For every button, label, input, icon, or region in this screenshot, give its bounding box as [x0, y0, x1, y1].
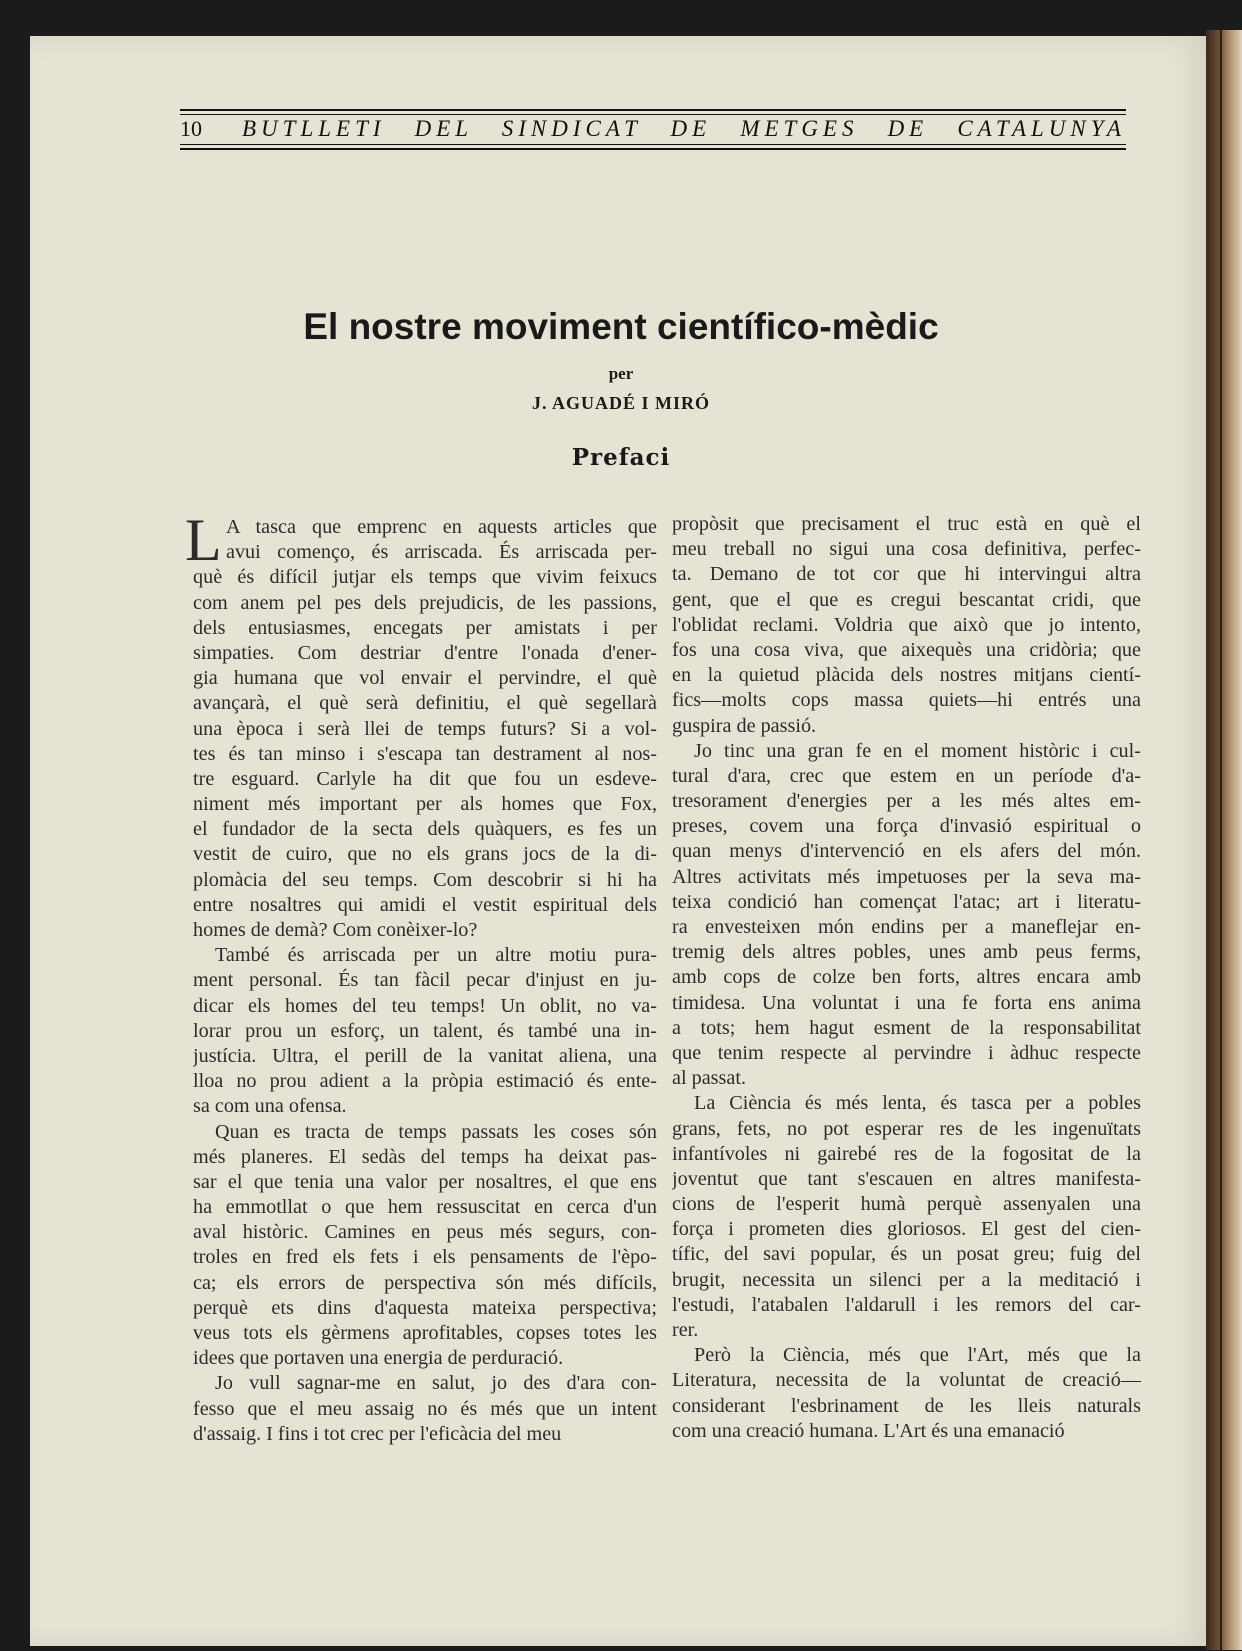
text-line: l'estudi, l'atabalen l'aldarull i les remors del car-: [672, 1293, 1141, 1316]
text-line: avui començo, és arriscada. És arriscada per-: [226, 541, 657, 564]
text-line: simpaties. Com destriar d'entre l'onada d'ener-: [193, 641, 657, 664]
text-line: ha emmotllat o que hem ressuscitat en cerca d'un: [193, 1196, 657, 1219]
header-text: [180, 115, 1126, 143]
text-line: Literatura, necessita de la voluntat de creació—: [672, 1369, 1141, 1392]
text-line: joventut que tant s'escauen en altres manifesta-: [672, 1167, 1141, 1190]
text-line: a tots; hem hagut esment de la responsabilitat: [672, 1016, 1141, 1039]
text-line: teixa condició han començat l'atac; art i literatu-: [672, 890, 1141, 913]
text-line: ra envesteixen món endins per a maneflejar en-: [672, 916, 1141, 938]
text-line: A tasca que emprenc en aquests articles que: [226, 516, 657, 538]
text-line: La Ciència és més lenta, és tasca per a pobles: [694, 1092, 1141, 1115]
text-line: idees que portaven una energia de perduració.: [193, 1347, 564, 1370]
text-line: dicar els homes del teu temps! Un oblit, no va-: [193, 994, 657, 1017]
header-rule-bottom-thin: [180, 144, 1126, 145]
text-line: sa com una ofensa.: [193, 1095, 347, 1118]
text-line: Altres activitats més impetuoses per la seva ma-: [672, 865, 1141, 888]
journal-title: BUTLLETI DEL SINDICAT DE METGES DE CATALUNYA: [242, 116, 1126, 141]
text-line: meu treball no sigui una cosa definitiva, perfec-: [672, 538, 1141, 561]
text-line: considerant l'esbrinament de les lleis naturals: [672, 1394, 1141, 1417]
text-line: rer.: [672, 1319, 699, 1341]
text-line: quan menys d'intervenció en els afers del món.: [672, 840, 1141, 863]
text-line: aval històric. Camines en peus més segurs, con-: [193, 1221, 657, 1244]
header-rule-top: [180, 109, 1126, 111]
text-line: com una creació humana. L'Art és una emanació: [672, 1419, 1065, 1442]
text-line: propòsit que precisament el truc està en què el: [672, 513, 1141, 535]
running-header: [180, 104, 1126, 158]
text-line: tremig dels altres pobles, unes amb peus ferms,: [672, 941, 1141, 964]
text-line: Però la Ciència, més que l'Art, més que la: [694, 1344, 1141, 1367]
text-line: gent, que el que es cregui bescantat cridi, que: [672, 588, 1141, 611]
text-line: més planeres. El sedàs del temps ha deixat pas-: [193, 1145, 657, 1168]
text-line: ment personal. És tan fàcil pecar d'injust en ju-: [193, 969, 657, 992]
text-line: timidesa. Una voluntat i una fe forta ens anima: [672, 991, 1141, 1014]
text-line: cions de l'esperit humà perquè assenyalen una: [672, 1193, 1141, 1216]
text-line: d'assaig. I fins i tot crec per l'eficàcia del meu: [193, 1422, 562, 1445]
text-line: plomàcia del seu temps. Com descobrir si hi ha: [193, 868, 657, 891]
text-line: Jo vull sagnar-me en salut, jo des d'ara con-: [215, 1372, 657, 1395]
right-column: [672, 512, 1141, 1452]
text-line: justícia. Ultra, el perill de la vanitat aliena, una: [193, 1044, 657, 1067]
text-line: fos una cosa viva, que aixequès una cridòria; que: [672, 638, 1141, 661]
byline-per: per: [608, 364, 634, 383]
text-line: Quan es tracta de temps passats les coses són: [215, 1120, 657, 1143]
text-line: fics—molts cops massa quiets—hi entrés una: [672, 689, 1141, 712]
text-line: preses, covem una força d'invasió espiritual o: [672, 815, 1141, 838]
text-line: dels entusiasmes, encegats per amistats i per: [193, 616, 657, 639]
left-column: [193, 515, 657, 1455]
text-line: brugit, necessita un silenci per a la meditació i: [672, 1268, 1141, 1291]
text-line: com anem pel pes dels prejudicis, de les passions,: [193, 591, 657, 614]
text-line: l'oblidat reclami. Voldria que això que jo intento,: [672, 613, 1141, 636]
text-line: el fundador de la secta dels quàquers, es fes un: [193, 818, 657, 841]
drop-cap: L: [185, 507, 222, 573]
text-line: veus tots els gèrmens aprofitables, copses totes les: [193, 1322, 657, 1344]
text-line: una època i serà llei de temps futurs? Si a vol-: [193, 717, 657, 740]
text-line: perquè ets dins d'aquesta mateixa perspectiva;: [193, 1296, 657, 1319]
text-line: que tenim respecte al pervindre i àdhuc respecte: [672, 1041, 1141, 1064]
text-line: ta. Demano de tot cor que hi intervingui altra: [672, 563, 1141, 586]
text-line: niment més important per als homes que Fox,: [193, 793, 657, 816]
article-author: J. AGUADÉ I MIRÓ: [531, 393, 710, 413]
text-line: grans, fets, no pot esperar res de les ingenuïtats: [672, 1117, 1141, 1140]
text-line: tural d'ara, crec que estem en un període d'a-: [672, 764, 1141, 787]
text-line: tresorament d'energies per a les més altes em-: [672, 790, 1141, 813]
text-line: lorar prou un esforç, un talent, és també una in-: [193, 1019, 657, 1042]
text-line: infantívoles ni gairebé res de la fogositat de la: [672, 1142, 1141, 1165]
text-line: Jo tinc una gran fe en el moment històric i cul-: [694, 739, 1141, 762]
text-line: amb cops de colze ben forts, altres encara amb: [672, 966, 1141, 989]
text-line: avançarà, el què serà definitiu, el què segellarà: [193, 692, 657, 715]
text-line: entre nosaltres qui amidi el vestit espiritual dels: [193, 893, 657, 916]
text-line: lloa no prou adient a la pròpia estimació és ente-: [193, 1070, 657, 1093]
text-line: guspira de passió.: [672, 714, 817, 737]
text-line: vestit de cuiro, que no els grans jocs de la di-: [193, 843, 657, 866]
text-line: al passat.: [672, 1067, 746, 1090]
article-title: El nostre moviment científico-mèdic: [303, 306, 939, 347]
text-line: en la quietud plàcida dels nostres mitjans cientí-: [672, 664, 1141, 687]
header-rule-bottom: [180, 148, 1126, 150]
section-title: Prefaci: [571, 444, 671, 471]
text-line: troles en fred els fets i els pensaments de l'èpo-: [193, 1246, 657, 1269]
text-line: homes de demà? Com conèixer-lo?: [193, 919, 478, 941]
text-line: gia humana que vol envair el pervindre, el què: [193, 667, 657, 690]
text-line: força i prometen dies gloriosos. El gest del cien-: [672, 1218, 1141, 1241]
page-number: 10: [180, 116, 202, 141]
text-line: També és arriscada per un altre motiu pura-: [215, 944, 657, 967]
book-spine-edge: [1206, 30, 1242, 1650]
text-line: fesso que el meu assaig no és més que un intent: [193, 1397, 657, 1420]
text-line: què és difícil jutjar els temps que vivim feixucs: [193, 566, 657, 589]
text-line: tífic, del savi popular, és un posat greu; fuig del: [672, 1243, 1141, 1266]
text-line: ca; els errors de perspectiva són més difícils,: [193, 1271, 657, 1294]
text-line: tre esguard. Carlyle ha dit que fou un esdeve-: [193, 767, 657, 790]
text-line: tes és tan minso i s'escapa tan destrament al nos-: [193, 742, 657, 765]
text-line: sar el que tenia una valor per nosaltres, el que ens: [193, 1170, 657, 1193]
